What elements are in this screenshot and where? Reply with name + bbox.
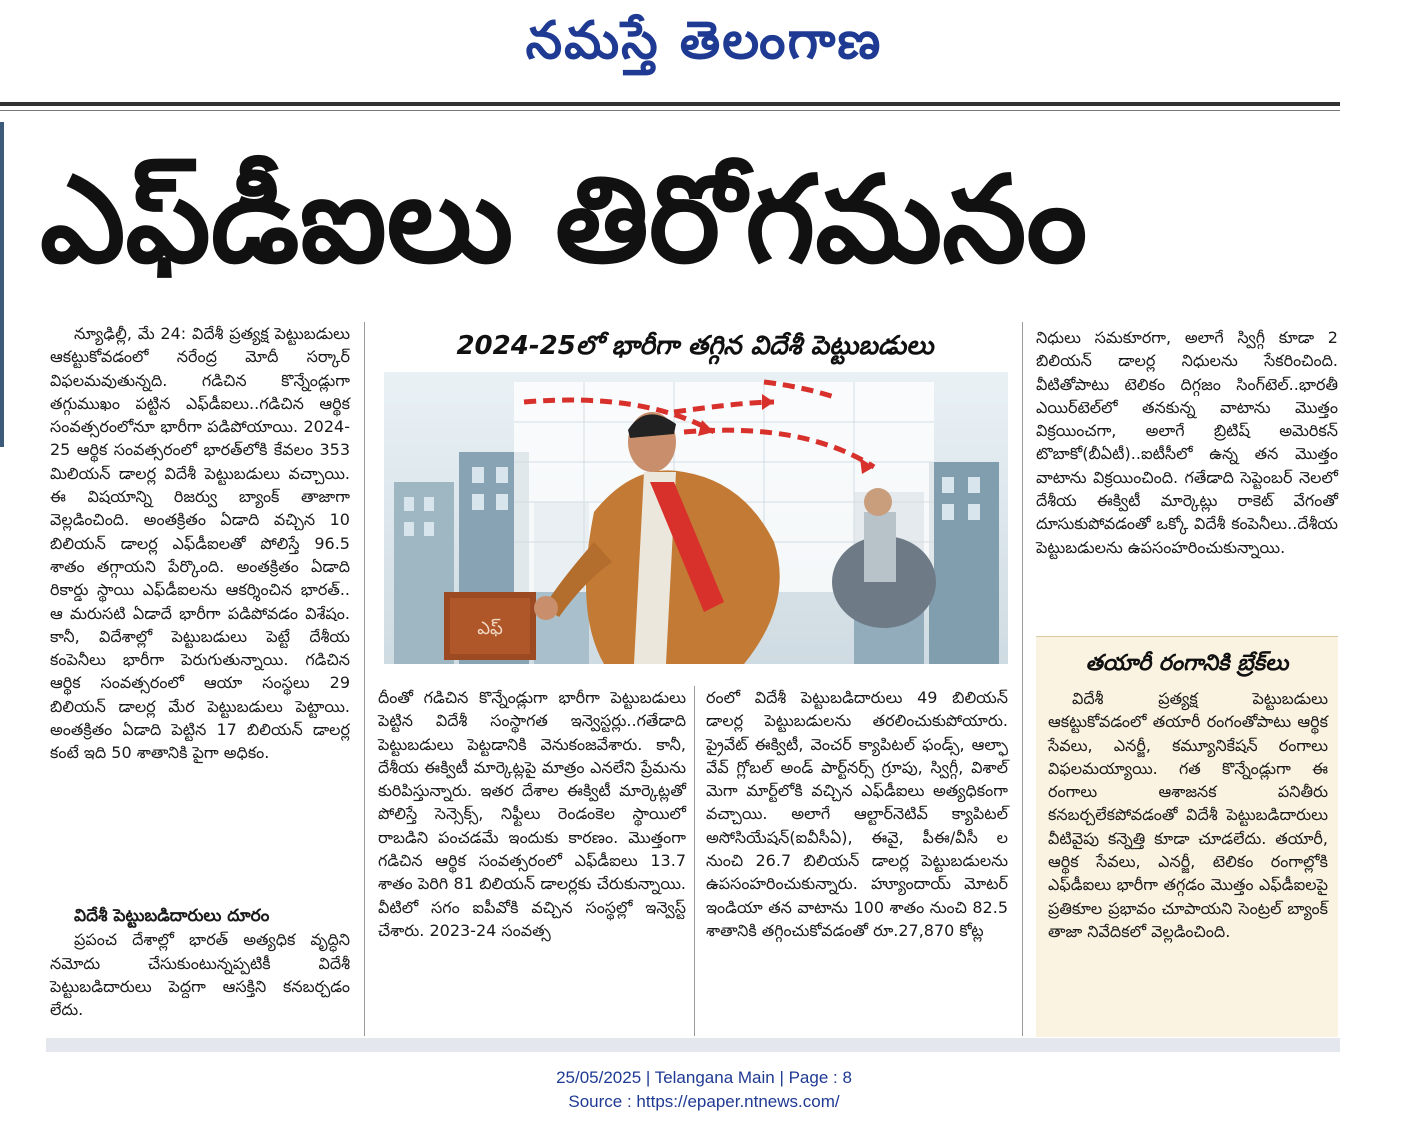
footer-source-line[interactable]: Source : https://epaper.ntnews.com/ — [568, 1092, 840, 1111]
column-1-subhead: విదేశీ పెట్టుబడిదారులు దూరం — [74, 906, 270, 926]
briefcase-text: ఎఫ్‌ — [477, 618, 503, 639]
article-illustration — [384, 372, 1008, 664]
column-divider — [1022, 322, 1023, 1036]
article-column-3 — [706, 686, 1008, 942]
masthead-logo: నమస్తే తెలంగాణ — [525, 10, 883, 71]
column-1-paragraph-2: ప్రపంచ దేశాల్లో భారత్ అత్యధిక వృద్ధిని నమోదు చేసుకుంటున్నప్పటికీ విదేశీ పెట్టుబడిదారులు పెద్దగా ఆసక్తిని కనబర్చడం లేదు. — [50, 930, 350, 1020]
sidebar-body — [1048, 687, 1328, 943]
column-divider — [364, 322, 365, 1036]
column-4-paragraph: నిధులు సమకూరగా, అలాగే స్విగ్గీ కూడా 2 బిలియన్ డాలర్ల నిధులను సేకరించింది. వీటితోపాటు టెలికం దిగ్గజం సింగ్‌టెల్..భారతీ ఎయిర్‌టెల్‌లో తనకున్న వాటాను మొత్తం విక్రయించగా, అలాగే బ్రిటిష్ అమెరికన్ టొబాకో(బీఏటీ)..ఐటీసీలో ఉన్న తన మొత్తం వాటాను విక్రయించింది. గతేడాది సెప్టెంబర్ నెలలో దేశీయ ఈక్విటీ మార్కెట్లు రాకెట్ వేగంతో దూసుకుపోవడంతో ఒక్కో విదేశీ కంపెనీలు..దేశీయ పెట్టుబడులను ఉపసంహరించుకున్నాయి. — [1036, 328, 1338, 557]
photo-title: 2024-25లో భారీగా తగ్గిన విదేశీ పెట్టుబడులు — [456, 331, 934, 361]
article-column-1-bottom — [50, 905, 350, 1021]
page-bottom-band — [46, 1038, 1340, 1052]
article-column-4 — [1036, 326, 1338, 559]
column-divider — [694, 686, 695, 1036]
column-3-paragraph: రంలో విదేశీ పెట్టుబడిదారులు 49 బిలియన్ డాలర్ల పెట్టుబడులను తరలించుకుపోయారు. ప్రైవేట్ ఈక్విటీ, వెంచర్ క్యాపిటల్ ఫండ్స్, ఆల్ఫా వేవ్ గ్లోబల్ అండ్ పార్ట్‌నర్స్ గ్రూపు, స్విగ్గీ, విశాల్ మెగా మార్ట్‌లోకి వచ్చిన ఎఫ్‌డీఐలు అత్యధికంగా వచ్చాయి. అలాగే ఆల్టార్‌నెటివ్ క్యాపిటల్ అసోసియేషన్(ఐవీసీఏ), ఈవై, పీఈ/వీసీ ల నుంచి 26.7 బిలియన్ డాలర్ల పెట్టుబడులను ఉపసంహరించుకున్నారు. హ్యూందాయ్ మోటర్ ఇండియా తన వాటాను 100 శాతం నుంచి 82.5 శాతానికి తగ్గించుకోవడంతో రూ.27,870 కోట్ల — [706, 688, 1008, 940]
sidebar-box — [1036, 636, 1338, 1037]
column-1-paragraph: న్యూఢిల్లీ, మే 24: విదేశీ ప్రత్యక్ష పెట్టుబడులు ఆకట్టుకోవడంలో నరేంద్ర మోదీ సర్కార్ విఫలమవుతున్నది. గడిచిన కొన్నేండ్లుగా తగ్గుముఖం పట్టిన ఎఫ్‌డీఐలు..గడిచిన ఆర్థిక సంవత్సరంలోనూ భారీగా పడిపోయాయి. 2024-25 ఆర్థిక సంవత్సరంలో భారత్‌లోకి కేవలం 353 మిలియన్ డాలర్ల విదేశీ పెట్టుబడులు వచ్చాయి. ఈ విషయాన్ని రిజర్వు బ్యాంక్ తాజాగా వెల్లడించింది. అంతక్రితం ఏడాది వచ్చిన 10 బిలియన్ డాలర్ల ఎఫ్‌డీఐలతో పోలిస్తే 96.5 శాతం తగ్గాయని పేర్కొంది. అంతక్రితం ఏడాది రికార్డు స్థాయి ఎఫ్‌డీఐలను ఆకర్శించిన భారత్.. ఆ మరుసటి ఏడాదే భారీగా పడిపోవడం విశేషం. కానీ, విదేశాల్లో పెట్టుబడులు పెట్టే దేశీయ కంపెనీలు భారీగా పెరుగుతున్నాయి. గడిచిన ఆర్థిక సంవత్సరంలో ఆయా సంస్థలు 29 బిలియన్ డాలర్ల మేర పెట్టుబడులు పెట్టాయి. అంతక్రితం ఏడాది పెట్టిన 17 బిలియన్ డాలర్ల కంటే ఇది 50 శాతానికి పైగా అధికం. — [50, 324, 350, 763]
headline: ఎఫ్‌డీఐలు తిరోగమనం — [40, 151, 1088, 290]
adjacent-page-strip — [0, 122, 4, 447]
sidebar-title: తయారీ రంగానికి బ్రేక్‌లు — [1085, 651, 1289, 676]
footer-date-line: 25/05/2025 | Telangana Main | Page : 8 — [556, 1068, 852, 1087]
masthead-rule — [0, 102, 1340, 106]
businessman-illustration — [384, 372, 1008, 664]
column-2-paragraph: దీంతో గడిచిన కొన్నేండ్లుగా భారీగా పెట్టుబడులు పెట్టిన విదేశీ సంస్థాగత ఇన్వెస్టర్లు..గతేడాది పెట్టుబడులు పెట్టడానికి వెనుకంజవేశారు. కానీ, దేశీయ ఈక్విటీ మార్కెట్లపై మాత్రం ఎనలేని ప్రేమను కురిపిస్తున్నారు. ఇతర దేశాల ఈక్విటీ మార్కెట్లతో పోలిస్తే సెన్సెక్స్, నిఫ్టీలు రెండంకెల స్థాయిలో రాబడిని పంచడమే ఇందుకు కారణం. మొత్తంగా గడిచిన ఆర్థిక సంవత్సరంలో ఎఫ్‌డీఐలు 13.7 శాతం పెరిగి 81 బిలియన్ డాలర్లకు చేరుకున్నాయి. వీటిలో సగం ఐపీవోకి వచ్చిన సంస్థల్లో ఇన్వెస్ట్ చేశారు. 2023-24 సంవత్స — [378, 688, 686, 940]
article-column-2 — [378, 686, 686, 942]
sidebar-paragraph: విదేశీ ప్రత్యక్ష పెట్టుబడులు ఆకట్టుకోవడంలో తయారీ రంగంతోపాటు ఆర్థిక సేవలు, ఎనర్జీ, కమ్యూనికేషన్ రంగాలు విఫలమయ్యాయి. గత కొన్నేండ్లుగా ఈ రంగాలు ఆశాజనక పనితీరు కనబర్చలేకపోవడంతో విదేశీ పెట్టుబడిదారులు వీటివైపు కన్నెత్తి కూడా చూడలేదు. తయారీ, ఆర్థిక సేవలు, ఎనర్జీ, టెలికం రంగాల్లోకి ఎఫ్‌డీఐలు భారీగా తగ్గడం మొత్తం ఎఫ్‌డీఐలపై ప్రతికూల ప్రభావం చూపాయని సెంట్రల్ బ్యాంక్ తాజా నివేదికలో వెల్లడించింది. — [1048, 689, 1328, 941]
masthead-rule-thin — [0, 110, 1340, 111]
article-column-1 — [50, 322, 350, 765]
